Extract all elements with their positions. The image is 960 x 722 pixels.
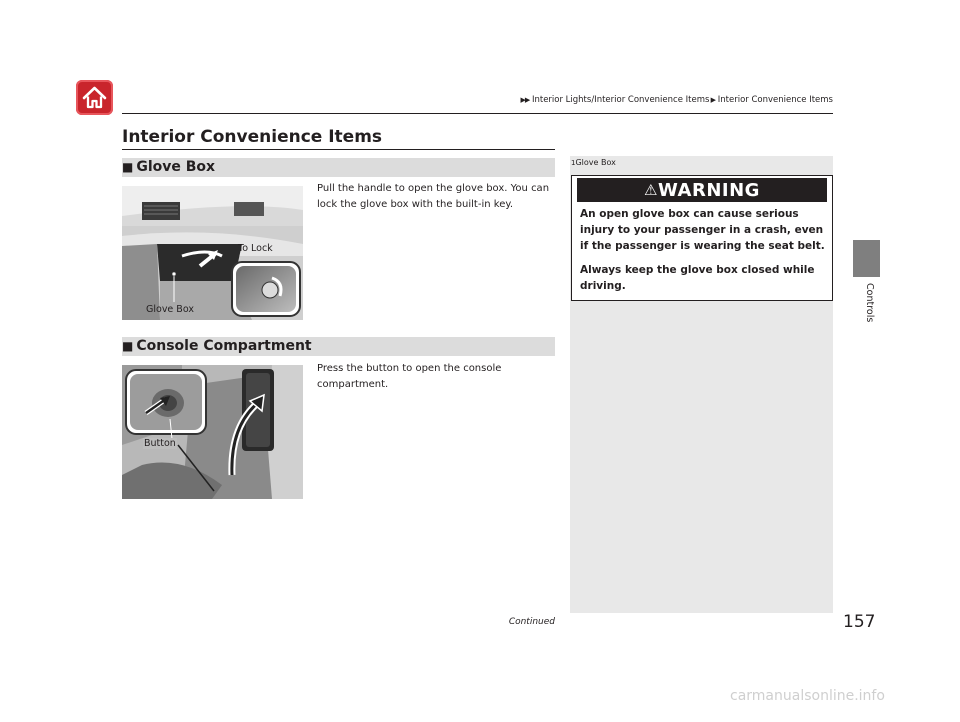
warning-triangle-icon: ⚠ <box>644 181 658 199</box>
warning-text: An open glove box can cause serious injury to your passenger in a crash, even if the passenger is wearing the seat belt. <box>580 208 825 252</box>
home-button[interactable] <box>76 80 113 115</box>
square-bullet-icon: ■ <box>122 339 134 353</box>
home-icon <box>81 84 108 111</box>
breadcrumb-current[interactable]: Interior Convenience Items <box>717 95 833 105</box>
breadcrumb-arrow-icon: ▶ <box>709 96 716 104</box>
glove-box-label: Glove Box <box>146 304 194 315</box>
console-compartment-illustration <box>122 365 303 499</box>
continued-note: Continued <box>508 617 555 627</box>
warning-header <box>577 178 827 202</box>
sidebar-title <box>571 158 616 167</box>
breadcrumb-parent[interactable]: Interior Lights/Interior Convenience Items <box>531 95 710 105</box>
title-divider <box>122 149 555 150</box>
section-heading-glove-box <box>122 158 555 177</box>
glove-box-description: Pull the handle to open the glove box. You can lock the glove box with the built-in key. <box>317 183 550 210</box>
header-divider <box>122 113 833 114</box>
warning-box <box>571 175 833 301</box>
watermark: carmanualsonline.info <box>730 688 885 704</box>
breadcrumb-arrow-icon: ▶▶ <box>520 96 530 104</box>
console-description: Press the button to open the console compartment. <box>317 363 502 390</box>
breadcrumb <box>480 95 833 105</box>
button-label: Button <box>144 438 176 449</box>
to-lock-label: To Lock <box>238 243 273 254</box>
section-heading-text: Console Compartment <box>136 338 312 354</box>
section-heading-text: Glove Box <box>136 159 216 175</box>
sidebar-title-text: Glove Box <box>575 158 616 167</box>
warning-text: Always keep the glove box closed while driving. <box>580 264 815 292</box>
section-heading-console <box>122 337 555 356</box>
warning-label: WARNING <box>658 180 760 201</box>
square-bullet-icon: ■ <box>122 160 134 174</box>
page-number: 157 <box>843 612 876 632</box>
section-tab-label <box>853 283 880 343</box>
reference-marker-icon: 1 <box>571 159 576 167</box>
section-tab-marker <box>853 240 880 277</box>
page-title: Interior Convenience Items <box>122 127 383 147</box>
section-tab-text: Controls <box>864 283 875 323</box>
glove-box-illustration <box>122 186 303 320</box>
